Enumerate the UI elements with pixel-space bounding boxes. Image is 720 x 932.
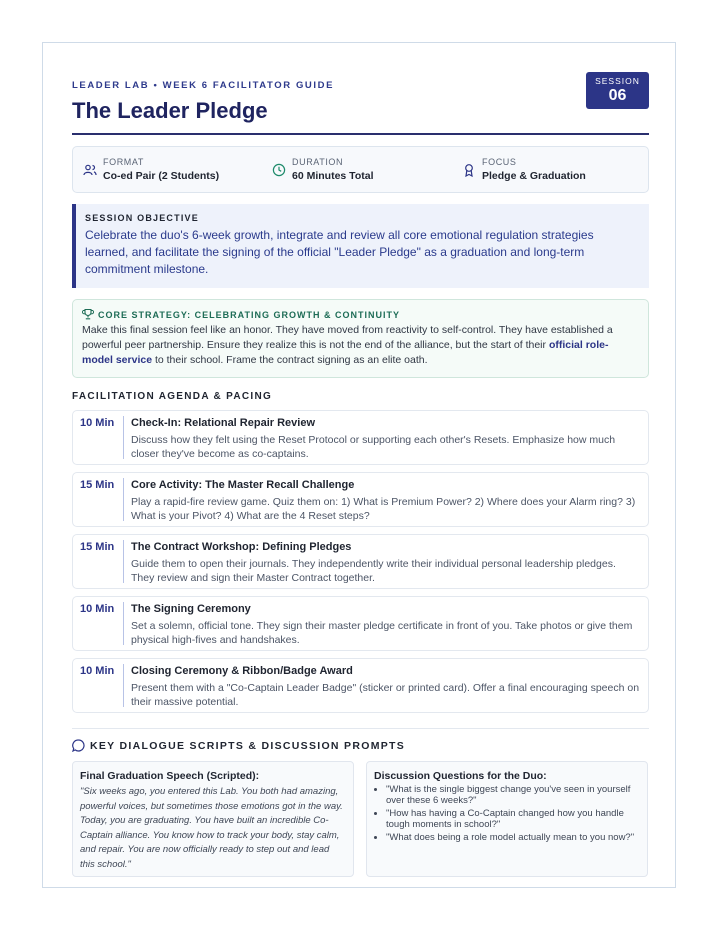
speech-text: "Six weeks ago, you entered this Lab. You both had amazing, powerful voices, but sometimes those emotions got in the way. Today, you are graduating. You have built an incredible Co-Captain alliance. You know how to track your body, stay calm, and repair. You are now officially ready to step out and lead this school." [80, 786, 343, 870]
agenda-divider [123, 602, 124, 645]
agenda-duration: 10 Min [80, 665, 115, 677]
strategy-text-start: Make this final session feel like an honor. They have moved from reactivity to self-control. They have established a powerful peer partnership. Ensure they realize this is not the end of the alliance, but the start of their [82, 324, 613, 351]
strategy-text [82, 323, 639, 368]
question-item: • "What is the single biggest change you've seen in yourself over these 6 weeks?" [386, 784, 640, 806]
session-meta [72, 146, 649, 193]
agenda-title: Check-In: Relational Repair Review [131, 417, 315, 429]
focus-value: Pledge & Graduation [482, 170, 586, 182]
agenda-title: Core Activity: The Master Recall Challenge [131, 479, 355, 491]
agenda-divider [123, 664, 124, 707]
speech-card [72, 761, 354, 877]
agenda-title: The Signing Ceremony [131, 603, 251, 615]
scripts-heading [72, 739, 649, 752]
users-icon [83, 163, 97, 177]
session-objective [72, 204, 649, 288]
core-strategy [72, 299, 649, 378]
session-label: SESSION [595, 76, 640, 86]
format-label: FORMAT [103, 157, 144, 167]
clock-icon [272, 163, 286, 177]
focus-cell [462, 157, 586, 182]
section-divider [72, 728, 649, 729]
award-icon [462, 163, 476, 177]
question-item: • "What does being a role model actually mean to you now?" [386, 832, 640, 843]
duration-cell [272, 157, 373, 182]
page-content [72, 71, 649, 879]
session-number: 06 [608, 87, 627, 104]
agenda-title: Closing Ceremony & Ribbon/Badge Award [131, 665, 353, 677]
objective-text: Celebrate the duo's 6-week growth, integrate and review all core emotional regulation strategies learned, and facilitate the signing of the official "Leader Pledge" as a graduation and long-term commitment milestone. [85, 228, 594, 276]
questions-card [366, 761, 648, 877]
agenda-description: Play a rapid-fire review game. Quiz them on: 1) What is Premium Power? 2) Where does your Alarm ring? 3) What is your Pivot? 4) What are the 4 Reset steps? [131, 496, 636, 522]
strategy-text-end: to their school. Frame the contract signing as an elite oath. [152, 354, 428, 366]
agenda-item [72, 410, 649, 465]
duration-label: DURATION [292, 157, 344, 167]
page-title: The Leader Pledge [72, 98, 268, 123]
guide-eyebrow: LEADER LAB • WEEK 6 FACILITATOR GUIDE [72, 80, 335, 91]
agenda-description: Present them with a "Co-Captain Leader Badge" (sticker or printed card). Offer a final encouraging speech on their massive potential. [131, 682, 640, 708]
agenda-heading: FACILITATION AGENDA & PACING [72, 391, 273, 402]
document-page [42, 42, 676, 888]
agenda-divider [123, 540, 124, 583]
agenda-title: The Contract Workshop: Defining Pledges [131, 541, 352, 553]
question-item: • "How has having a Co-Captain changed how you handle tough moments in school?" [386, 808, 640, 830]
focus-label: FOCUS [482, 157, 517, 167]
trophy-icon [82, 308, 94, 320]
speech-bubble-icon [72, 739, 85, 752]
agenda-item [72, 534, 649, 589]
agenda-description: Guide them to open their journals. They independently write their individual personal leadership pledges. They review and sign their Master Contract together. [131, 558, 616, 584]
agenda-duration: 10 Min [80, 417, 115, 429]
agenda-duration: 15 Min [80, 479, 115, 491]
questions-title: Discussion Questions for the Duo: [374, 770, 547, 782]
agenda-item [72, 596, 649, 651]
agenda-item [72, 472, 649, 527]
agenda-description: Set a solemn, official tone. They sign their master pledge certificate in front of you. Take photos or give them physical high-fives and handshakes. [131, 620, 633, 646]
agenda-duration: 10 Min [80, 603, 115, 615]
objective-label: SESSION OBJECTIVE [85, 213, 199, 223]
format-value: Co-ed Pair (2 Students) [103, 170, 220, 182]
strategy-text-emphasis: official role-model service [82, 339, 609, 366]
scripts-label: KEY DIALOGUE SCRIPTS & DISCUSSION PROMPTS [90, 740, 406, 752]
duration-value: 60 Minutes Total [292, 170, 374, 182]
agenda-list [72, 410, 649, 713]
scripts-cards [72, 761, 649, 879]
session-badge [586, 72, 649, 109]
agenda-item [72, 658, 649, 713]
agenda-divider [123, 478, 124, 521]
title-rule [72, 133, 649, 135]
questions-list [374, 784, 640, 843]
agenda-description: Discuss how they felt using the Reset Protocol or supporting each other's Resets. Emphasize how much closer they've become as co-captains. [131, 434, 616, 460]
strategy-label: CORE STRATEGY: CELEBRATING GROWTH & CONTINUITY [98, 310, 400, 320]
strategy-heading [82, 308, 639, 320]
format-cell [83, 157, 219, 182]
speech-title: Final Graduation Speech (Scripted): [80, 770, 260, 782]
agenda-duration: 15 Min [80, 541, 115, 553]
agenda-divider [123, 416, 124, 459]
